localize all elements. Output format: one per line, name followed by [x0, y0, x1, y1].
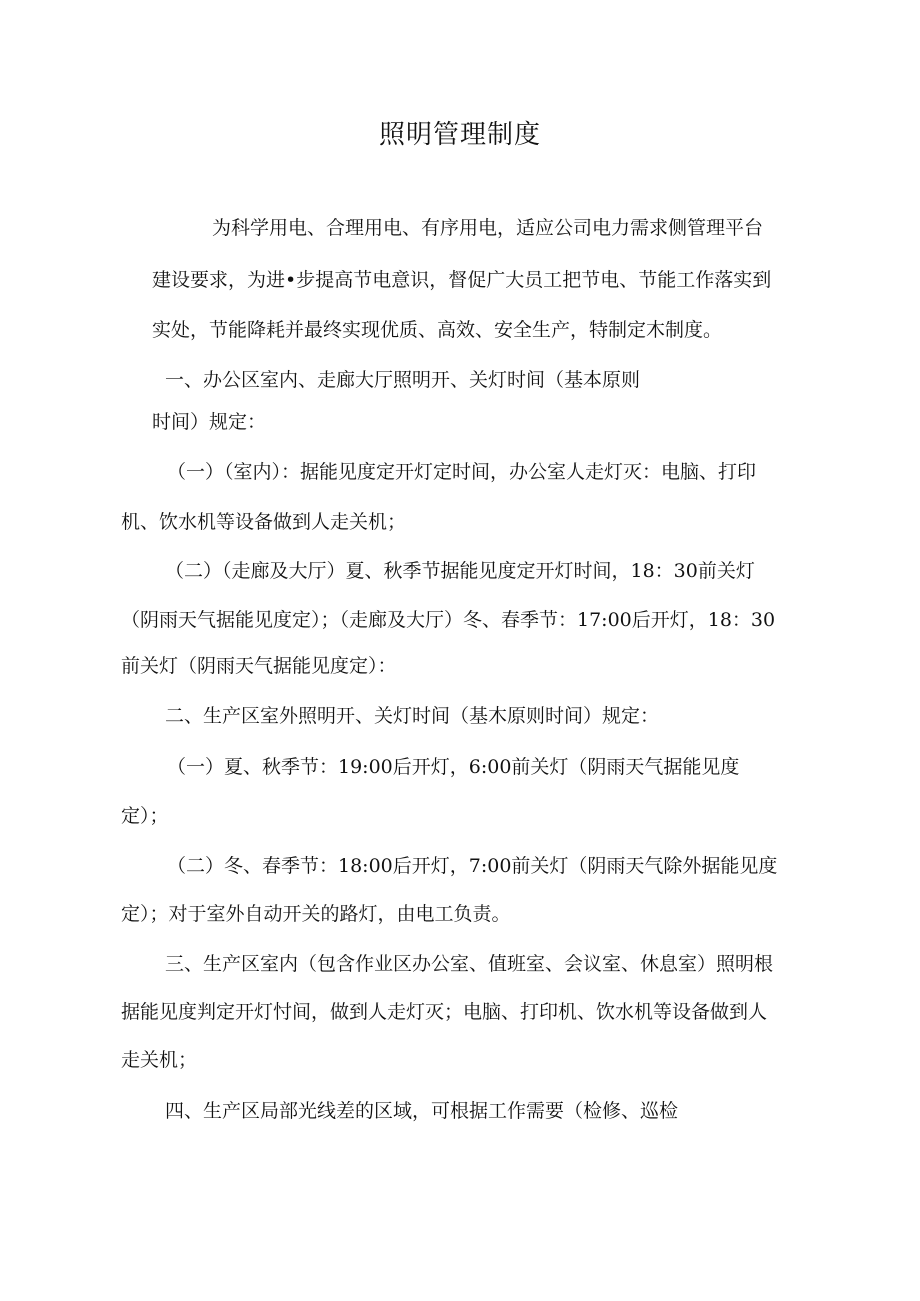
section-3-line-1: 三、生产区室内（包含作业区办公室、值班室、会议室、休息室）照明根	[165, 953, 774, 975]
section-1-item-1-line-2: 机、饮水机等设备做到人走关机；	[121, 511, 407, 533]
section-4-line-1: 四、生产区局部光线差的区域，可根据工作需要（检修、巡检	[165, 1100, 679, 1122]
paragraph-intro-line-1: 为科学用电、合理用电、有序用电，适应公司电力需求侧管理平台	[212, 217, 764, 239]
section-3-line-3: 走关机；	[121, 1049, 198, 1071]
document-title: 照明管理制度	[378, 120, 541, 150]
section-1-item-2-line-1: （二）（走廊及大厅）夏、秋季节据能见度定开灯时间，18：30前关灯	[165, 560, 755, 582]
section-2-item-1-line-2: 定）；	[121, 805, 169, 827]
section-1-item-2-line-3: 前关灯（阴雨天气据能见度定）：	[121, 655, 397, 677]
section-2-item-2-line-2: 定）；对于室外自动开关的路灯，由电工负责。	[121, 903, 511, 925]
section-2-item-1-line-1: （一）夏、秋季节：19:00后开灯，6:00前关灯（阴雨天气据能见度	[167, 756, 740, 778]
section-1-heading-line-1: 一、办公区室内、走廊大厅照明开、关灯时间（基本原则	[165, 369, 641, 391]
section-3-line-2: 据能见度判定开灯忖间，做到人走灯灭；电脑、打印机、饮水机等设备做到人	[121, 1001, 768, 1023]
section-1-heading-line-2: 时间）规定：	[152, 411, 267, 433]
paragraph-intro-line-2: 建设要求，为进•步提高节电意识，督促广大员工把节电、节能工作落实到	[152, 269, 772, 291]
section-2-heading: 二、生产区室外照明开、关灯时间（基木原则时间）规定：	[165, 705, 660, 727]
section-2-item-2-line-1: （二）冬、春季节：18:00后开灯，7:00前关灯（阴雨天气除外据能见度	[167, 855, 778, 877]
section-1-item-1-line-1: （一）（室内）：据能见度定开灯定时间，办公室人走灯灭：电脑、打印	[167, 461, 757, 483]
paragraph-intro-line-3: 实处，节能降耗并最终实现优质、高效、安全生产，特制定木制度。	[152, 319, 723, 341]
section-1-item-2-line-2: （阴雨天气据能见度定）；（走廊及大厅）冬、春季节：17:00后开灯，18：30	[121, 609, 776, 631]
